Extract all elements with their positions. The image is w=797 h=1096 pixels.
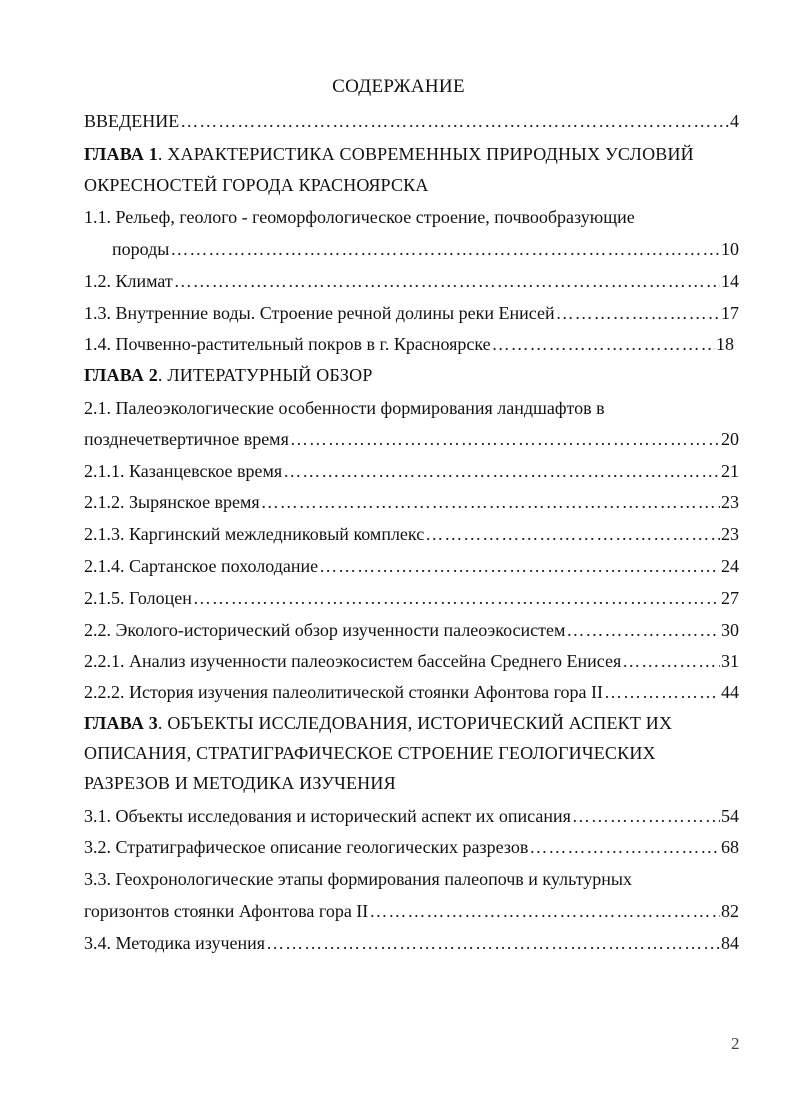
entry-text: 1.2. Климат bbox=[84, 271, 173, 291]
entry-page: 44 bbox=[721, 682, 739, 702]
leader-dots bbox=[556, 300, 720, 326]
entry-page: 82 bbox=[721, 901, 739, 921]
entry-text: ВВЕДЕНИЕ bbox=[84, 111, 180, 131]
toc-entry-3-3-line1[interactable]: 3.3. Геохронологические этапы формирования палеопочв и культурных bbox=[84, 869, 632, 889]
entry-page: 84 bbox=[721, 933, 739, 953]
leader-dots bbox=[174, 268, 720, 294]
chapter-1-heading[interactable] bbox=[84, 141, 694, 167]
entry-text: 2.1.1. Казанцевское время bbox=[84, 461, 283, 481]
entry-page: 17 bbox=[721, 303, 739, 323]
entry-text: 1.3. Внутренние воды. Строение речной долины реки Енисей bbox=[84, 303, 555, 323]
entry-page: 14 bbox=[721, 271, 739, 291]
chapter-1-heading-cont: ОКРЕСНОСТЕЙ ГОРОДА КРАСНОЯРСКА bbox=[84, 175, 429, 195]
leader-dots bbox=[566, 617, 720, 643]
entry-text: 2.2. Эколого-исторический обзор изученности палеоэкосистем bbox=[84, 620, 566, 640]
entry-text: 3.2. Стратиграфическое описание геологических разрезов bbox=[84, 837, 529, 857]
toc-entry-1-1-line1[interactable]: 1.1. Рельеф, геолого - геоморфологическое строение, почвообразующие bbox=[84, 207, 635, 227]
toc-entry-2-1-1[interactable] bbox=[84, 458, 739, 484]
entry-text: 2.2.1. Анализ изученности палеоэкосистем бассейна Среднего Енисея bbox=[84, 651, 622, 671]
leader-dots bbox=[266, 930, 720, 956]
entry-page: 4 bbox=[730, 111, 739, 131]
leader-dots bbox=[283, 458, 720, 484]
toc-entry-2-1-line1[interactable]: 2.1. Палеоэкологические особенности формирования ландшафтов в bbox=[84, 398, 605, 418]
toc-entry-1-4[interactable] bbox=[84, 331, 734, 357]
entry-text: 2.1.4. Сартанское похолодание bbox=[84, 556, 319, 576]
page-number: 2 bbox=[731, 1034, 740, 1053]
toc-entry-2-1-3[interactable] bbox=[84, 521, 739, 547]
leader-dots bbox=[425, 521, 720, 547]
entry-page: 24 bbox=[721, 556, 739, 576]
entry-page: 23 bbox=[721, 492, 739, 512]
entry-page: 31 bbox=[721, 651, 739, 671]
entry-text: позднечетвертичное время bbox=[84, 429, 289, 449]
toc-entry-2-2-2[interactable] bbox=[84, 679, 739, 705]
chapter-title: . ХАРАКТЕРИСТИКА СОВРЕМЕННЫХ ПРИРОДНЫХ УСЛОВИЙ bbox=[157, 144, 694, 164]
leader-dots bbox=[492, 331, 715, 357]
leader-dots bbox=[369, 898, 720, 924]
toc-entry-introduction[interactable] bbox=[84, 108, 739, 134]
toc-entry-2-1-4[interactable] bbox=[84, 553, 739, 579]
entry-page: 68 bbox=[721, 837, 739, 857]
entry-text: горизонтов стоянки Афонтова гора II bbox=[84, 901, 369, 921]
toc-heading: СОДЕРЖАНИЕ bbox=[332, 76, 465, 97]
chapter-label: ГЛАВА 2 bbox=[84, 365, 158, 385]
entry-page: 54 bbox=[721, 806, 739, 826]
entry-text: 2.1.3. Каргинский межледниковый комплекс bbox=[84, 524, 425, 544]
entry-page: 30 bbox=[721, 620, 739, 640]
leader-dots bbox=[319, 553, 720, 579]
entry-text: 2.2.2. История изучения палеолитической стоянки Афонтова гора II bbox=[84, 682, 604, 702]
entry-text: 2.1.2. Зырянское время bbox=[84, 492, 260, 512]
leader-dots bbox=[290, 426, 720, 452]
entry-page: 21 bbox=[721, 461, 739, 481]
toc-entry-3-3[interactable] bbox=[84, 898, 739, 924]
entry-page: 20 bbox=[721, 429, 739, 449]
toc-entry-2-1[interactable] bbox=[84, 426, 739, 452]
leader-dots bbox=[170, 236, 720, 262]
entry-page: 27 bbox=[721, 588, 739, 608]
leader-dots bbox=[261, 489, 720, 515]
toc-entry-3-1[interactable] bbox=[84, 803, 739, 829]
entry-text: 3.4. Методика изучения bbox=[84, 933, 266, 953]
chapter-2-heading[interactable] bbox=[84, 362, 373, 388]
entry-text: 1.4. Почвенно-растительный покров в г. Красноярске bbox=[84, 334, 491, 354]
toc-entry-3-4[interactable] bbox=[84, 930, 739, 956]
leader-dots bbox=[604, 679, 720, 705]
chapter-title: . ОБЪЕКТЫ ИССЛЕДОВАНИЯ, ИСТОРИЧЕСКИЙ АСПЕКТ ИХ bbox=[157, 713, 673, 733]
entry-text: породы bbox=[112, 239, 170, 259]
chapter-title: . ЛИТЕРАТУРНЫЙ ОБЗОР bbox=[157, 365, 373, 385]
entry-text: 3.1. Объекты исследования и исторический аспект их описания bbox=[84, 806, 571, 826]
toc-entry-1-2[interactable] bbox=[84, 268, 739, 294]
toc-entry-1-1[interactable] bbox=[112, 236, 739, 262]
entry-text: 2.1.5. Голоцен bbox=[84, 588, 192, 608]
leader-dots bbox=[622, 648, 720, 674]
toc-entry-2-1-2[interactable] bbox=[84, 489, 739, 515]
leader-dots bbox=[180, 108, 729, 134]
leader-dots bbox=[193, 585, 720, 611]
leader-dots bbox=[529, 834, 720, 860]
chapter-3-heading-cont-2: РАЗРЕЗОВ И МЕТОДИКА ИЗУЧЕНИЯ bbox=[84, 773, 396, 793]
entry-page: 10 bbox=[721, 239, 739, 259]
leader-dots bbox=[572, 803, 720, 829]
toc-entry-3-2[interactable] bbox=[84, 834, 739, 860]
toc-entry-1-3[interactable] bbox=[84, 300, 739, 326]
entry-page: 18 bbox=[716, 334, 734, 354]
chapter-label: ГЛАВА 3 bbox=[84, 713, 158, 733]
toc-entry-2-2[interactable] bbox=[84, 617, 739, 643]
chapter-3-heading-cont-1: ОПИСАНИЯ, СТРАТИГРАФИЧЕСКОЕ СТРОЕНИЕ ГЕОЛОГИЧЕСКИХ bbox=[84, 743, 656, 763]
chapter-3-heading[interactable] bbox=[84, 710, 672, 736]
toc-entry-2-2-1[interactable] bbox=[84, 648, 739, 674]
chapter-label: ГЛАВА 1 bbox=[84, 144, 158, 164]
toc-entry-2-1-5[interactable] bbox=[84, 585, 739, 611]
entry-page: 23 bbox=[721, 524, 739, 544]
